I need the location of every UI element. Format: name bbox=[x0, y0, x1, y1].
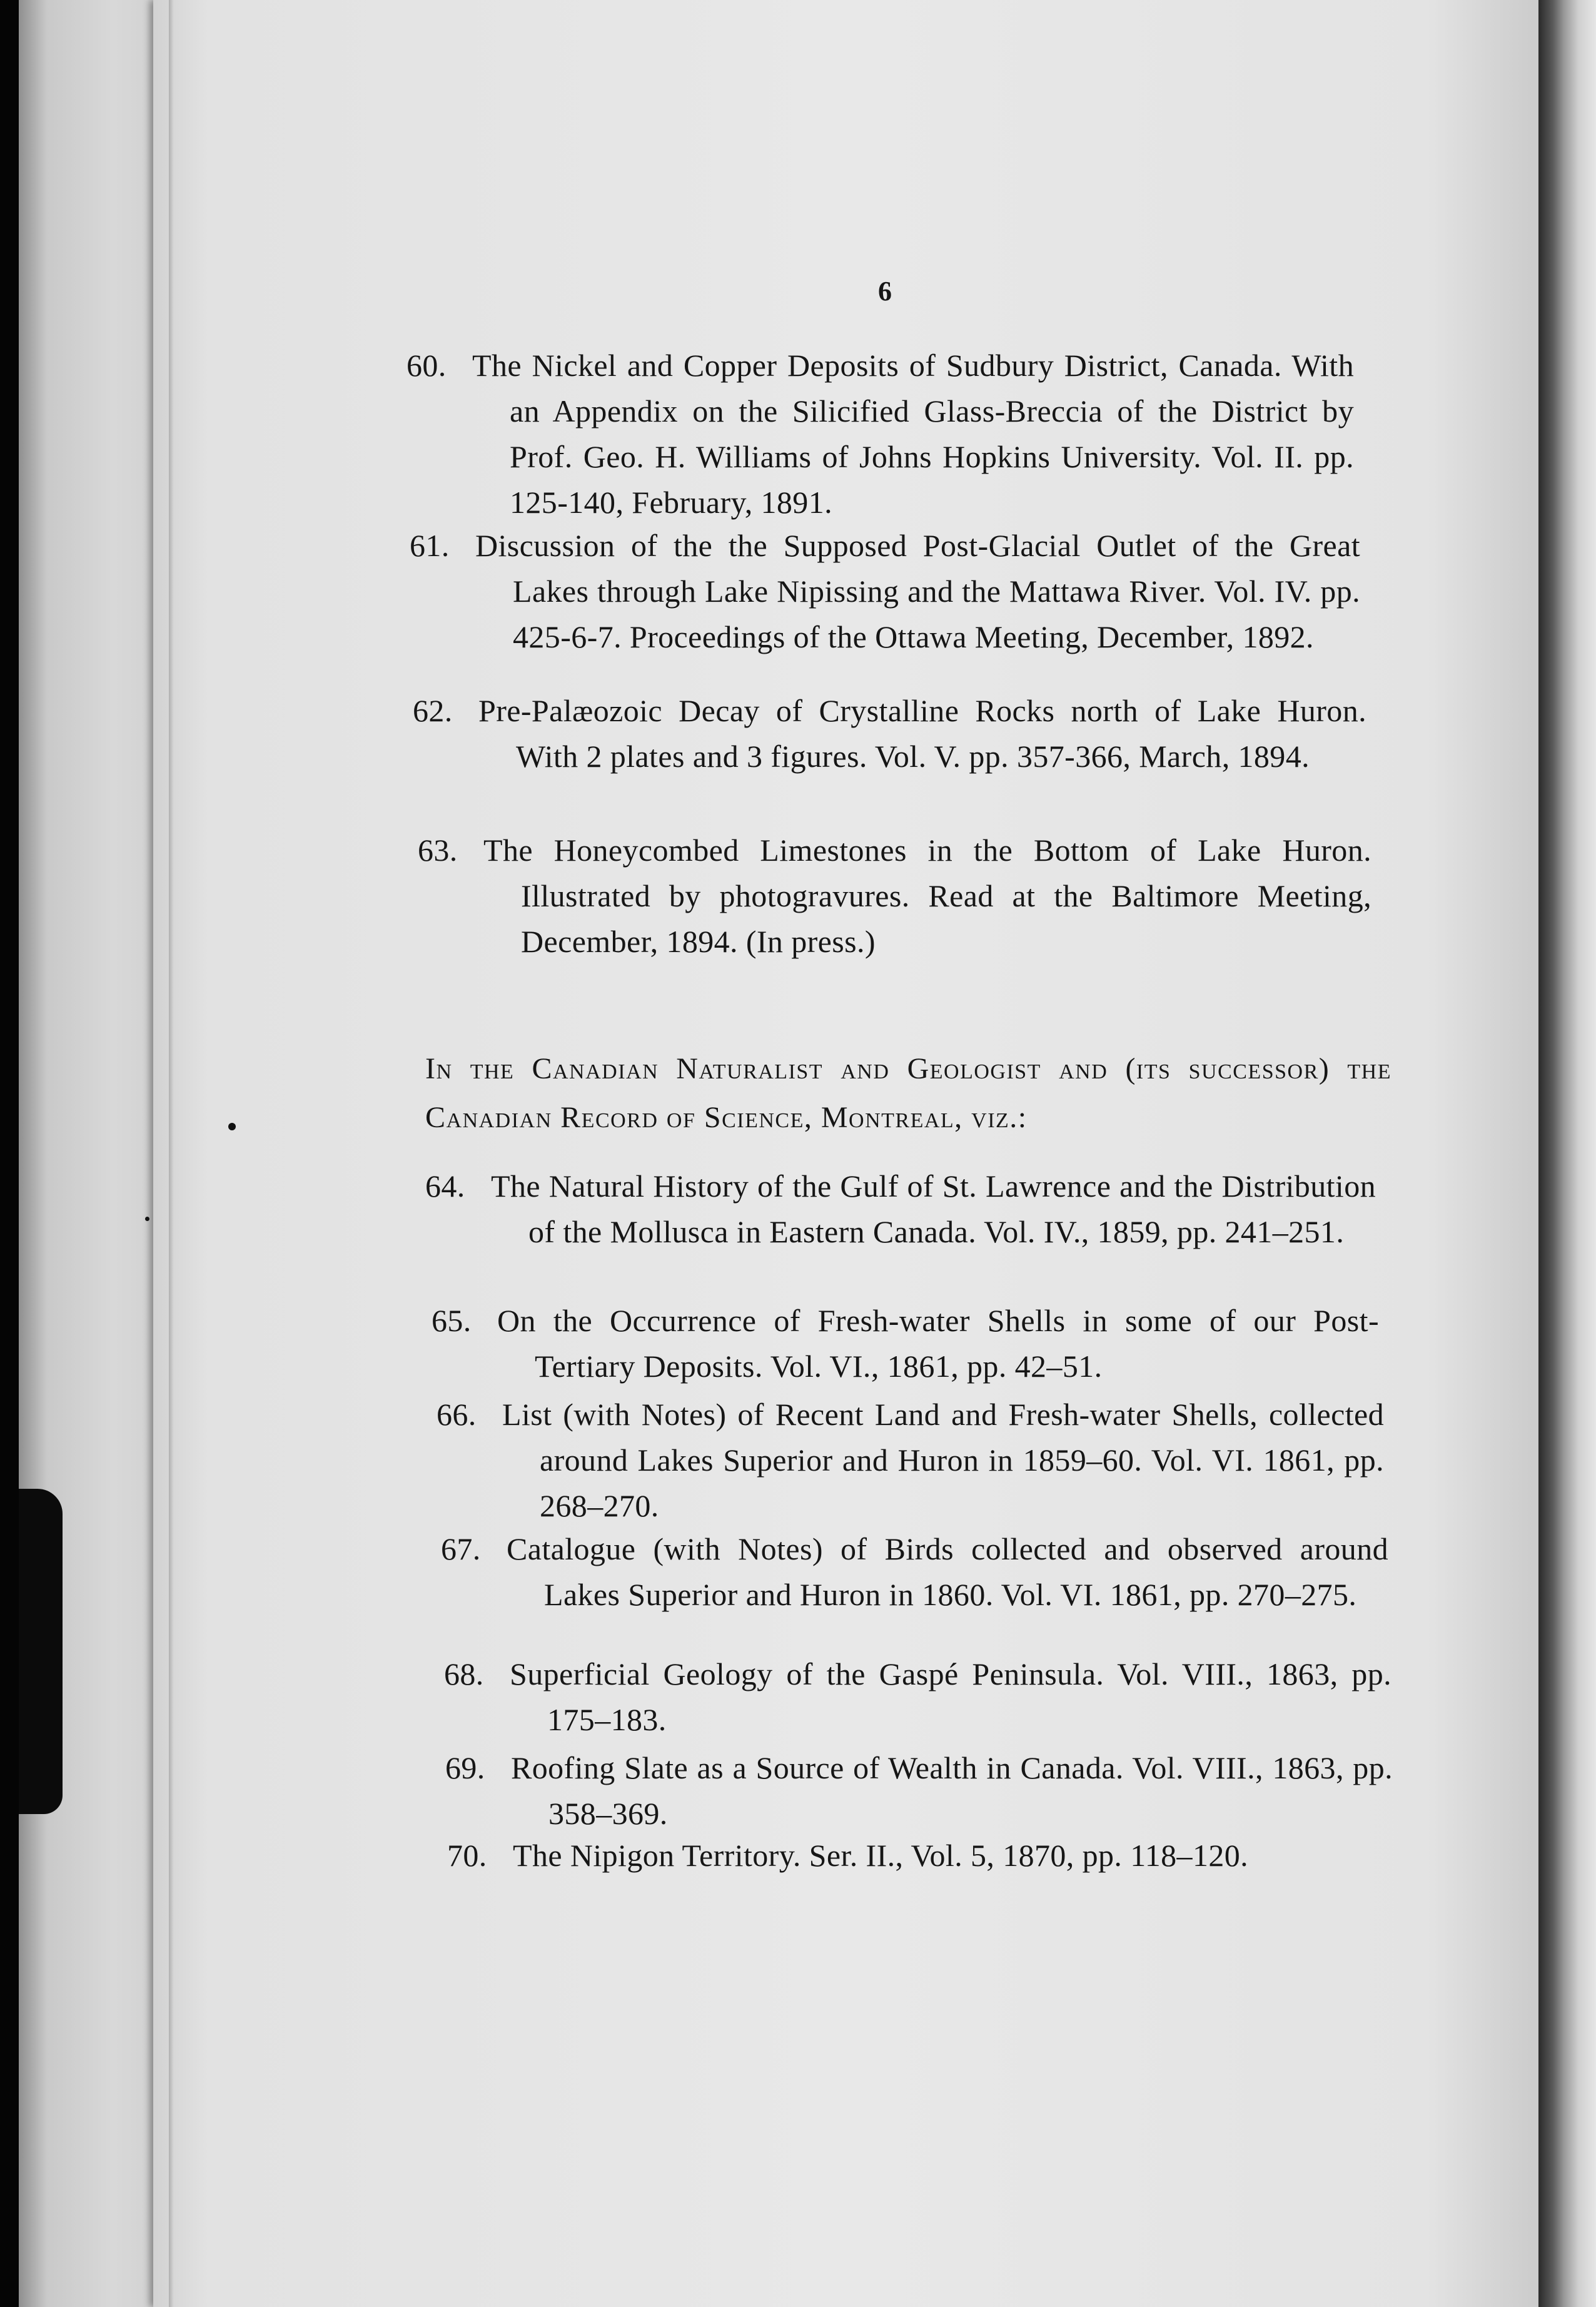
entry-number: 69. bbox=[445, 1750, 485, 1785]
entry-number: 65. bbox=[432, 1303, 472, 1338]
entry-number: 66. bbox=[437, 1397, 477, 1432]
torn-edge bbox=[19, 1489, 63, 1814]
entry-number: 63. bbox=[418, 833, 458, 868]
entry-text: The Honeycombed Limestones in the Bottom of Lake Huron. Illustrated by photogravures. Read at the Baltimore Meeting, December, 1894. (In press.) bbox=[483, 833, 1371, 959]
entry-text: Superficial Geology of the Gaspé Peninsula. Vol. VIII., 1863, pp. 175–183. bbox=[510, 1656, 1391, 1737]
entry-text: List (with Notes) of Recent Land and Fresh-water Shells, collected around Lakes Superior and Huron in 1859–60. Vol. VI. 1861, pp. 268–270. bbox=[502, 1397, 1384, 1523]
underlying-page-margin bbox=[19, 0, 175, 2307]
entry-text: The Nickel and Copper Deposits of Sudbury District, Canada. With an Appendix on the Silicified Glass-Breccia of the District by Prof. Geo. H. Williams of Johns Hopkins University. Vol. II. pp. 125-140, February, 1891. bbox=[472, 348, 1354, 520]
entry-text: On the Occurrence of Fresh-water Shells in some of our Post-Tertiary Deposits. Vol. VI., 1861, pp. 42–51. bbox=[497, 1303, 1379, 1384]
entry-number: 60. bbox=[407, 348, 447, 383]
entry-text: The Natural History of the Gulf of St. Lawrence and the Distribution of the Mollusca in Eastern Canada. Vol. IV., 1859, pp. 241–251. bbox=[491, 1169, 1376, 1249]
entry-number: 64. bbox=[425, 1169, 465, 1204]
page-fold-shadow bbox=[169, 0, 174, 2307]
entry-text: Roofing Slate as a Source of Wealth in Canada. Vol. VIII., 1863, pp. 358–369. bbox=[511, 1750, 1393, 1831]
entry-number: 61. bbox=[410, 528, 450, 563]
entry-number: 67. bbox=[441, 1531, 481, 1566]
entry-text: Catalogue (with Notes) of Birds collected and observed around Lakes Superior and Huron in 1860. Vol. VI. 1861, pp. 270–275. bbox=[507, 1531, 1388, 1612]
ink-speck bbox=[145, 1217, 149, 1221]
entry-text: Discussion of the the Supposed Post-Glacial Outlet of the Great Lakes through Lake Nipissing and the Mattawa River. Vol. IV. pp. 425-6-7. Proceedings of the Ottawa Meeting, December, 1892. bbox=[475, 528, 1360, 654]
entry-number: 70. bbox=[447, 1838, 487, 1873]
scanner-edge-left bbox=[0, 0, 19, 2307]
entry-text: Pre-Palæozoic Decay of Crystalline Rocks north of Lake Huron. With 2 plates and 3 figures. Vol. V. pp. 357-366, March, 1894. bbox=[478, 693, 1366, 774]
page-number: 6 bbox=[878, 276, 892, 307]
ink-speck bbox=[228, 1123, 236, 1130]
entry-number: 62. bbox=[413, 693, 453, 728]
entry-number: 68. bbox=[444, 1656, 484, 1691]
binding-edge-right bbox=[1538, 0, 1596, 2307]
section-heading: In the Canadian Naturalist and Geologist and (its successor) the Canadian Record of Science, Montreal, viz.: bbox=[425, 1052, 1391, 1134]
entry-text: The Nipigon Territory. Ser. II., Vol. 5, 1870, pp. 118–120. bbox=[513, 1838, 1249, 1873]
